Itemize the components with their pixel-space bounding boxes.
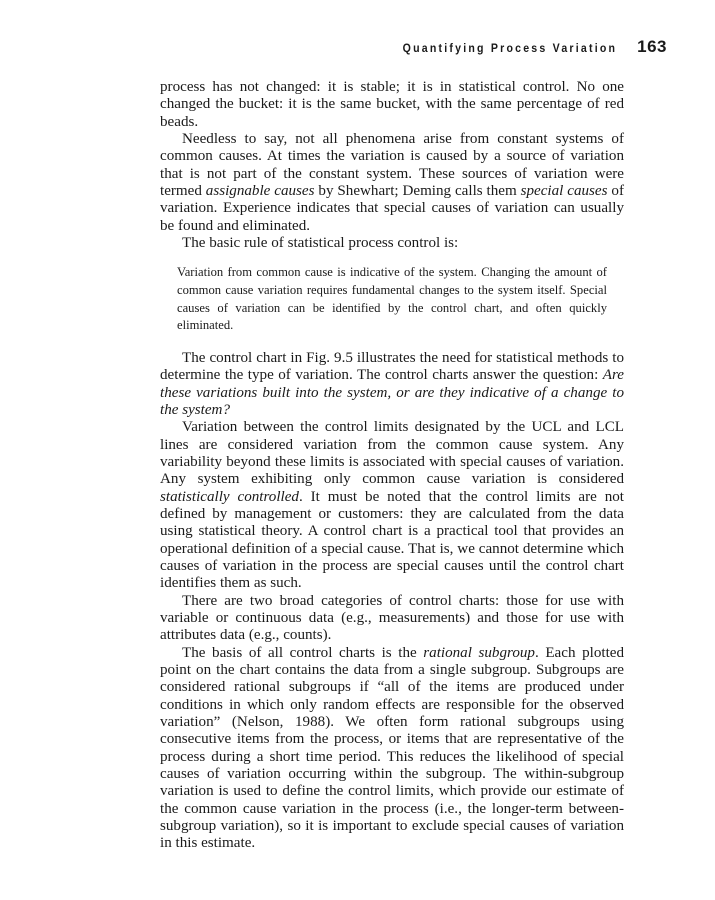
paragraph-7 (160, 645, 624, 853)
rule-blockquote-text: Variation from common cause is indicative of the system. Changing the amount of common cause variation requires fundamental changes to the system itself. Special causes of variation can be identified by the control chart, and often quickly eliminated. (177, 265, 607, 333)
paragraph-4 (160, 350, 624, 419)
paragraph-6-text: There are two broad categories of control charts: those for use with variable or continuous data (e.g., measurements) and those for use with attributes data (e.g., counts). (160, 592, 624, 644)
term-rational-subgroup: rational subgroup (423, 644, 535, 661)
paragraph-1-text: process has not changed: it is stable; it is in statistical control. No one changed the bucket: it is the same bucket, with the same percentage of red beads. (160, 79, 624, 130)
paragraph-3 (160, 235, 624, 252)
paragraph-7-text-b: . Each plotted point on the chart contains the data from a single subgroup. Subgroups are considered rational subgroups if “all of the items are produced under conditions in which only random effects are responsible for the observed variation” (Nelson, 1988). We often form rational subgroups using consecutive items from the process, or items that are representative of the process during a short time period. This reduces the likelihood of special causes of variation occurring within the subgroup. The within-subgroup variation is used to define the control limits, which provide our estimate of the common cause variation in the process (i.e., the longer-term between-subgroup variation), so it is important to exclude special causes of variation in this estimate. (160, 644, 625, 852)
paragraph-2-text-a: Needless to say, not all phenomena arise from constant systems of common causes. At times the variation is caused by a source of variation that is not part of the constant system. These sources of variation were termed (160, 131, 624, 200)
running-head: Quantifying Process Variation (402, 43, 618, 55)
paragraph-4-text-a: The control chart in Fig. 9.5 illustrates the need for statistical methods to determine the type of variation. The control charts answer the question: (160, 349, 624, 384)
paragraph-7-text-a: The basis of all control charts is the (182, 644, 424, 661)
paragraph-5 (160, 419, 624, 592)
term-statistically-controlled: statistically controlled (160, 488, 299, 505)
paragraph-1 (160, 79, 624, 131)
paragraph-6 (160, 593, 624, 645)
page-number: 163 (637, 37, 667, 56)
paragraph-3-text: The basic rule of statistical process control is: (182, 235, 459, 252)
paragraph-2 (160, 131, 624, 235)
term-special-causes: special causes (520, 183, 608, 200)
paragraph-5-text-a: Variation between the control limits designated by the UCL and LCL lines are considered variation from the common cause system. Any variability beyond these limits is associated with special causes of variation. Any system exhibiting only common cause variation is considered (160, 419, 624, 488)
rule-blockquote (177, 264, 607, 334)
question-italic: Are these variations built into the system, or are they indicative of a change to the system? (160, 367, 624, 418)
page-body (160, 79, 624, 853)
page-header (160, 37, 667, 57)
term-assignable-causes: assignable causes (205, 183, 315, 200)
paragraph-2-text-c: of variation. Experience indicates that special causes of variation can usually be found and eliminated. (160, 183, 624, 234)
paragraph-5-text-b: . It must be noted that the control limits are not defined by management or customers: they are calculated from the data using statistical theory. A control chart is a practical tool that provides an operational definition of a special cause. That is, we cannot determine which causes of variation in the process are special causes until the control chart identifies them as such. (160, 488, 624, 592)
paragraph-2-text-b: by Shewhart; Deming calls them (314, 183, 521, 200)
